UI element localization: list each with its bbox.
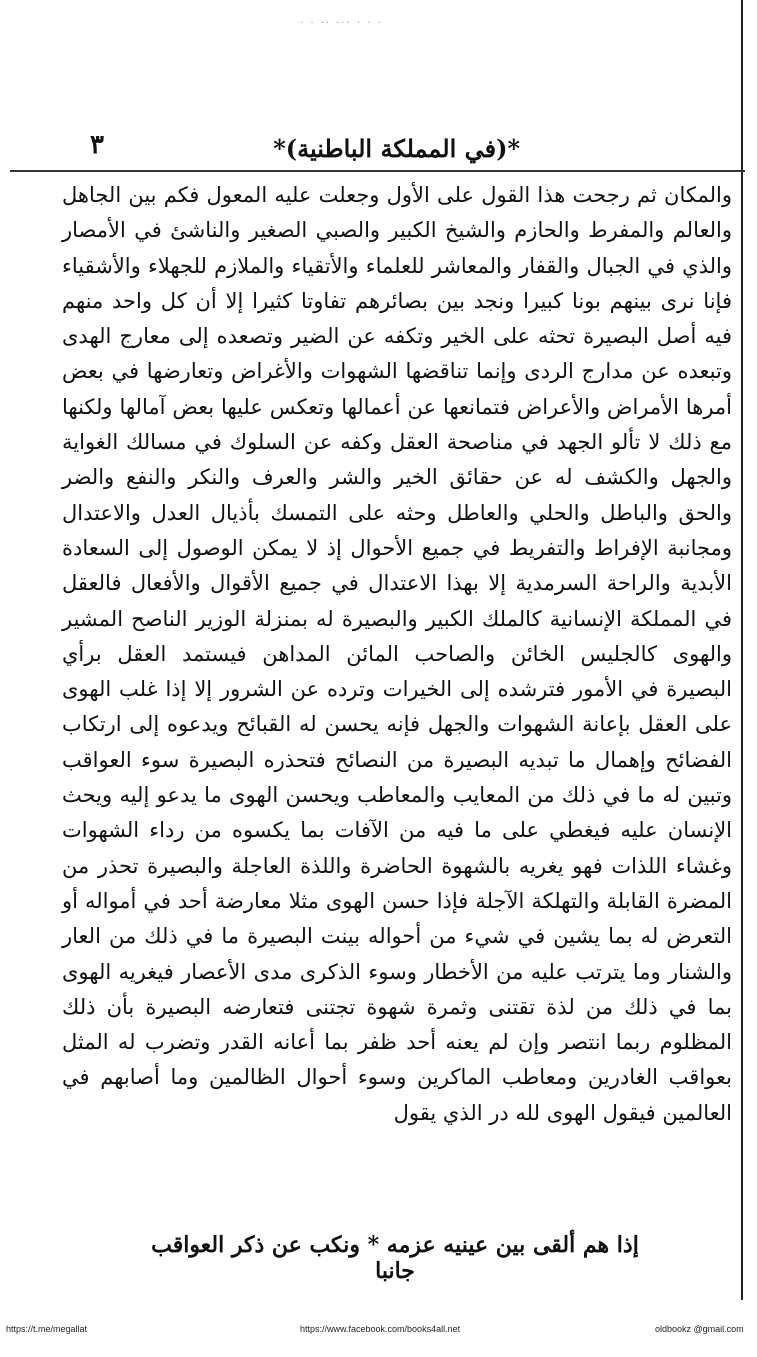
footer-facebook-link: https://www.facebook.com/books4all.net — [300, 1324, 461, 1334]
footer-telegram-link: https://t.me/megallat — [6, 1324, 88, 1334]
header-divider — [10, 170, 745, 172]
page-number: ٣ — [90, 130, 104, 160]
scan-artifact: · · ·· ··· · · · — [300, 18, 383, 29]
body-paragraph — [62, 178, 732, 1131]
page-footer — [0, 1324, 757, 1344]
body-text: والمكان ثم رجحت هذا القول على الأول وجعلت عليه المعول فكم بين الجاهل والعالم والمفرط والحازم والشيخ الكبير والصبي الصغير والناشئ في الأمصار والذي في الجبال والقفار والمعاشر للعلماء والأتقياء والملازم للجهلاء والأشقياء فإنا نرى بينهم بونا كبيرا ونجد بين بصائرهم تفاوتا كثيرا إلا أن كل واحد منهم فيه أصل البصيرة تحثه على الخير وتكفه عن الضير وتصعده إلى معارج الهدى وتبعده عن مدارج الردى وإنما تناقضها الشهوات والأغراض وتعارضها في بعض أمرها الأمراض والأعراض فتمانعها عن أعمالها وتعكس عليها بعض آمالها ولكنها مع ذلك لا تألو الجهد في مناصحة العقل وكفه عن السلوك في مسالك الغواية والجهل والكشف له عن حقائق الخير والشر والعرف والنكر والنفع والضر والحق والباطل والحلي والعاطل وحثه على التمسك بأذيال العدل والاعتدال ومجانبة الإفراط والتفريط في جميع الأحوال إذ لا يمكن الوصول إلى السعادة الأبدية والراحة السرمدية إلا بهذا الاعتدال في جميع الأقوال والأفعال فالعقل في المملكة الإنسانية كالملك الكبير والبصيرة له بمنزلة الوزير الناصح المشير والهوى كالجليس الخائن والصاحب المائن المداهن فيستمد العقل برأي البصيرة في الأمور فترشده إلى الخيرات وترده عن الشرور إلا إذا غلب الهوى على العقل بإعانة الشهوات والجهل فإنه يحسن له القبائح ويدعوه إلى ارتكاب الفضائح وإهمال ما تبديه البصيرة من النصائح فتحذره البصيرة سوء العواقب وتبين له ما في ذلك من المعايب والمعاطب ويحسن الهوى ما يدعو إليه ويحث الإنسان عليه فيغطي على ما فيه من الآفات بما يكسوه من رداء الشهوات وغشاء اللذات فهو يغريه بالشهوة الحاضرة واللذة العاجلة والبصيرة تحذر من المضرة القابلة والتهلكة الآجلة فإذا حسن الهوى مثلا معارضة أحد في أمواله أو التعرض له بما يشين في شيء من أحواله بينت البصيرة ما في ذلك من العار والشنار وما يترتب عليه من الأخطار وسوء الذكرى مدى الأعصار فيغريه الهوى بما في ذلك من لذة تقتنى وثمرة شهوة تجتنى فتعارضه البصيرة بأن ذلك المظلوم ربما انتصر وإن لم يعنه أحد ظفر بما أعانه القدر وتضرب له المثل بعواقب الغادرين ومعاطب الماكرين وسوء أحوال الظالمين وما أصابهم في العالمين فيقول الهوى لله در الذي يقول — [62, 183, 732, 1125]
footer-email: oldbookz @gmail.com — [655, 1324, 744, 1334]
page-title: *(في المملكة الباطنية)* — [273, 134, 520, 163]
page-header — [60, 130, 710, 170]
page-edge-rule — [741, 0, 743, 1300]
poem-verse: إذا هم ألقى بين عينيه عزمه * ونكب عن ذكر العواقب جانبا — [151, 1232, 639, 1284]
